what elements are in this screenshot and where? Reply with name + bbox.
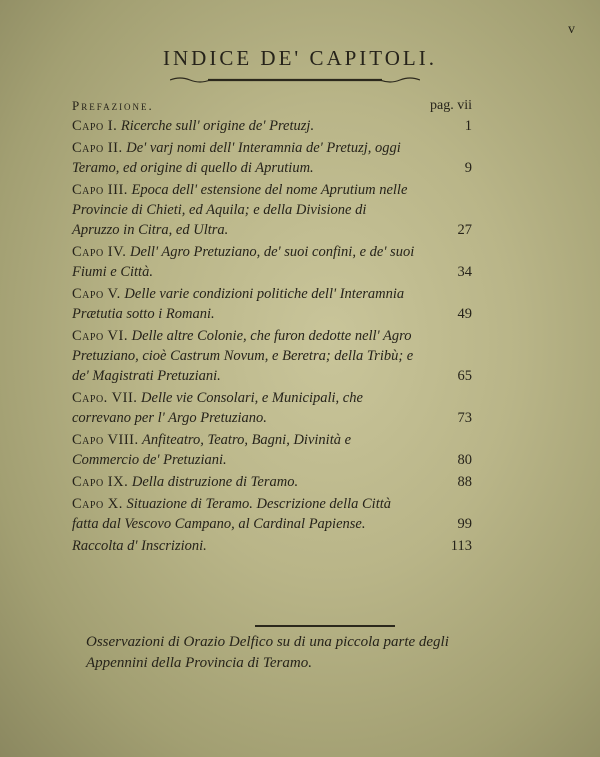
- chapter-number: Capo V.: [72, 286, 121, 302]
- toc-entry-8: [72, 430, 472, 470]
- toc-entry-3: [72, 180, 472, 240]
- chapter-title: Delle altre Colonie, che furon dedotte nell' Agro Pretuziano, cioè Castrum Novum, e Beretra; della Tribù; e de' Magistrati Pretuziani.: [72, 328, 414, 384]
- chapter-number: Capo. VII.: [72, 390, 138, 406]
- page-number: 27: [457, 222, 472, 238]
- chapter-title: Della distruzione di Teramo.: [131, 474, 299, 490]
- page-title: INDICE DE' CAPITOLI.: [163, 46, 437, 70]
- page-number: 49: [457, 306, 472, 322]
- toc-entry-10: [72, 494, 472, 534]
- page-number: 9: [464, 160, 472, 176]
- chapter-number: Capo III.: [72, 182, 128, 198]
- chapter-number: Capo VI.: [72, 328, 128, 344]
- chapter-number: Capo X.: [72, 496, 123, 512]
- toc-entry-11: [72, 536, 472, 556]
- page-number: 88: [457, 474, 472, 490]
- toc-entry-7: [72, 388, 472, 428]
- page-number: 1: [464, 118, 472, 134]
- page-number: 34: [457, 264, 472, 280]
- toc-entry-2: [72, 138, 472, 178]
- chapter-title: Ricerche sull' origine de' Pretuzj.: [120, 118, 315, 134]
- chapter-title: Delle varie condizioni politiche dell' Interamnia Prætutia sotto i Romani.: [72, 286, 405, 322]
- page-number: 65: [457, 368, 472, 384]
- page-mark: v: [568, 22, 576, 37]
- chapter-number: Capo IV.: [72, 244, 127, 260]
- chapter-number: Capo VIII.: [72, 432, 139, 448]
- section-divider: [255, 625, 395, 627]
- ornamental-rule-icon: [170, 76, 420, 84]
- chapter-number: Capo I.: [72, 118, 118, 134]
- toc-entry-6: [72, 326, 472, 386]
- preface-row: [72, 96, 472, 116]
- toc-entry-1: [72, 116, 472, 136]
- chapter-title: Anfiteatro, Teatro, Bagni, Divinità e Commercio de' Pretuziani.: [72, 432, 352, 468]
- chapter-title: Dell' Agro Pretuziano, de' suoi confini, e de' suoi Fiumi e Città.: [72, 244, 415, 280]
- appendix-note: Osservazioni di Orazio Delfico su di una piccola parte degli Appennini della Provincia di Teramo.: [86, 634, 449, 671]
- page-number: 80: [457, 452, 472, 468]
- page-number: 99: [457, 516, 472, 532]
- page-number: 73: [457, 410, 472, 426]
- chapter-title: De' varj nomi dell' Interamnia de' Pretuzj, oggi Teramo, ed origine di quello di Aprutium.: [72, 140, 401, 176]
- chapter-number: Capo IX.: [72, 474, 129, 490]
- preface-label: Prefazione.: [72, 98, 154, 113]
- chapter-title: Delle vie Consolari, e Municipali, che correvano per l' Argo Pretuziano.: [72, 390, 363, 426]
- chapter-title: Raccolta d' Inscrizioni.: [72, 538, 207, 554]
- preface-page: pag. vii: [430, 98, 472, 113]
- chapter-title: Epoca dell' estensione del nome Aprutium nelle Provincie di Chieti, ed Aquila; e della Divisione di Apruzzo in Citra, ed Ultra.: [72, 182, 408, 238]
- toc-entry-5: [72, 284, 472, 324]
- toc-entry-9: [72, 472, 472, 492]
- toc-entry-4: [72, 242, 472, 282]
- page-number: 113: [450, 538, 472, 554]
- chapter-title: Situazione di Teramo. Descrizione della Città fatta dal Vescovo Campano, al Cardinal Papiense.: [72, 496, 392, 532]
- table-of-contents: [72, 96, 472, 558]
- chapter-number: Capo II.: [72, 140, 123, 156]
